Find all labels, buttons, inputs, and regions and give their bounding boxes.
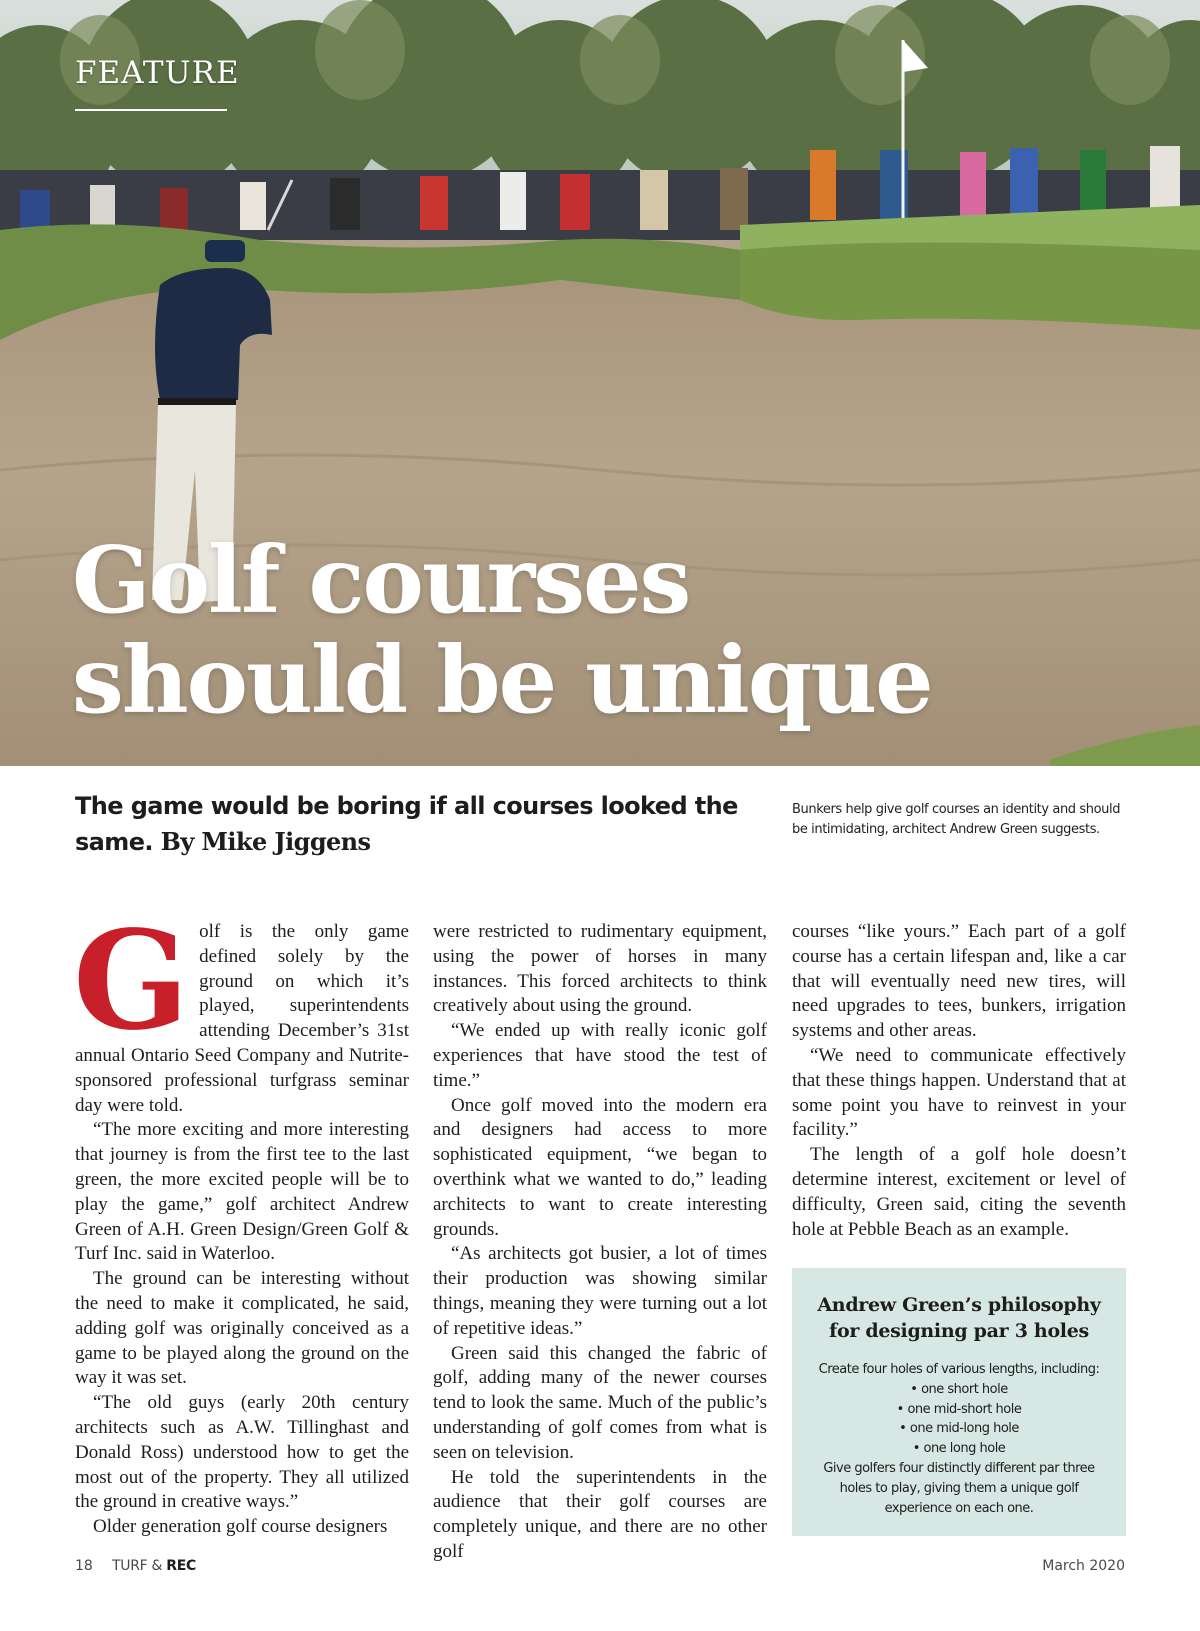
sidebar-box [792, 1268, 1126, 1536]
magazine-name-turf: TURF & [112, 1558, 167, 1574]
article-column-3 [792, 920, 1126, 1242]
sidebar-line: Give golfers four distinctly different par three holes to play, giving them a unique golf experience on each one. [823, 1460, 1095, 1516]
section-label-rule [75, 109, 227, 111]
paragraph: “The old guys (early 20th century architects such as A.W. Tillinghast and Donald Ross) understood how to get the most out of the property. They all utilized the ground in creative ways.” [75, 1392, 409, 1513]
article-column-1 [73, 901, 409, 1540]
sidebar-line: • one long hole [912, 1441, 1006, 1457]
paragraph: The ground can be interesting without the need to make it complicated, he said, adding golf was originally conceived as a game to be played along the ground on the way it was set. [75, 1268, 409, 1389]
magazine-name [112, 1556, 196, 1576]
drop-cap: G [73, 901, 190, 1061]
paragraph: Once golf moved into the modern era and designers had access to more sophisticated equipment, “we began to overthink what we wanted to do,” leading architects to want to create interesting grounds. [433, 1094, 767, 1240]
paragraph: Golf is the only game defined solely by the ground on which it’s played, superintendents attending December’s 31st annual Ontario Seed Company and Nutrite-sponsored professional turfgrass seminar day were told. [73, 901, 409, 1116]
paragraph: were restricted to rudimentary equipment, using the power of horses in many instances. This forced architects to think creatively about using the ground. [433, 921, 767, 1017]
sidebar-line: • one mid-long hole [899, 1421, 1019, 1437]
paragraph: Older generation golf course designers [93, 1516, 388, 1538]
paragraph: “We ended up with really iconic golf experiences that have stood the test of time.” [433, 1020, 767, 1091]
title-line-2: should be unique [72, 626, 932, 734]
paragraph: “As architects got busier, a lot of times their production was showing similar things, meaning they were turning out a lot of repetitive ideas.” [433, 1243, 767, 1339]
sidebar-line: Create four holes of various lengths, including: [818, 1362, 1100, 1377]
deck-text: The game would be boring if all courses looked the same. [75, 792, 738, 856]
article-title [72, 526, 1172, 734]
sidebar-title: Andrew Green’s philosophy for designing par 3 holes [817, 1294, 1101, 1342]
section-label: FEATURE [75, 55, 240, 91]
hero-photo [0, 0, 1200, 766]
paragraph: Green said this changed the fabric of golf, adding many of the newer courses tend to look the same. Much of the public’s understanding of golf comes from what is seen on television. [433, 1342, 767, 1463]
paragraph: courses “like yours.” Each part of a golf course has a certain lifespan and, like a car that will eventually need new tires, will need upgrades to tees, bunkers, irrigation systems and other areas. [792, 921, 1126, 1042]
paragraph: “We need to communicate effectively that these things happen. Understand that at some point you have to reinvest in your facility.” [792, 1044, 1126, 1141]
page-number: 18 [75, 1558, 93, 1574]
paragraph: “The more exciting and more interesting that journey is from the first tee to the last green, the more excited people will be to play the game,” golf architect Andrew Green of A.H. Green Design/Green Golf & Turf Inc. said in Waterloo. [75, 1119, 409, 1265]
sidebar-line: • one short hole [910, 1381, 1008, 1397]
byline: By Mike Jiggens [160, 827, 371, 856]
title-line-1: Golf courses [72, 526, 690, 634]
photo-caption: Bunkers help give golf courses an identity and should be intimidating, architect Andrew Green suggests. [792, 802, 1121, 837]
paragraph: He told the superintendents in the audience that their golf courses are completely unique, and there are no other golf [433, 1466, 767, 1562]
magazine-name-rec: REC [166, 1558, 197, 1574]
article-deck [75, 788, 755, 860]
issue-date: March 2020 [1042, 1558, 1125, 1574]
article-column-2 [433, 920, 767, 1565]
paragraph: The length of a golf hole doesn’t determine interest, excitement or level of difficulty, Green said, citing the seventh hole at Pebble Beach as an example. [792, 1144, 1126, 1240]
sidebar-line: • one mid-short hole [896, 1401, 1022, 1417]
